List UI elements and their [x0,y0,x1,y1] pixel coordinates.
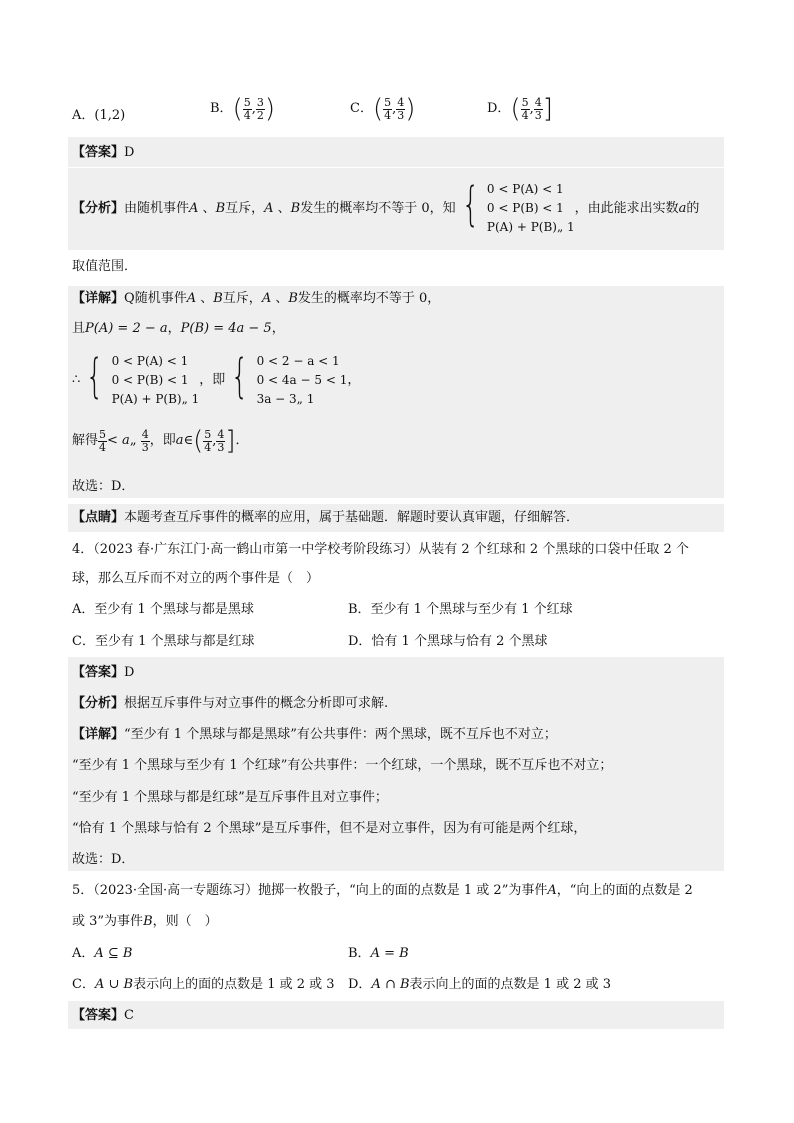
analysis-line: 【分析】由随机事件A 、B互斥，A 、B发生的概率均不等于 0，知 { 0 < P(A) < 1 0 < P(B) < 1 P(A) + P(B)„ 1 ，由此能求出实数a的 [72,177,700,234]
q4-stem-1: 4．（2023 春·广东江门·高一鹤山市第一中学校考阶段练习）从装有 2 个红球和 2 个黑球的口袋中任取 2 个 [72,542,689,557]
analysis-line-2: 取值范围． [72,259,138,274]
q5-answer: 【答案】C [72,1008,134,1023]
comment-line: 【点睛】本题考查互斥事件的概率的应用，属于基础题．解题时要认真审题，仔细解答． [72,510,580,525]
q4-detail-4: “恰有 1 个黑球与恰有 2 个黑球”是互斥事件，但不是对立事件，因为有可能是两个红球， [72,821,587,836]
q4-detail-3: “至少有 1 个黑球与都是红球”是互斥事件且对立事件； [72,790,388,805]
q4-choose: 故选：D． [72,852,135,867]
option-a: A．(1,2) [72,108,126,123]
option-c: C．( $\frac{5}{4}$ , $\frac{4}{3}$ ) [350,94,416,124]
answer-line: 【答案】D [72,145,135,160]
q5-stem-1: 5．（2023·全国·高一专题练习）抛掷一枚骰子，“向上的面的点数是 1 或 2”为事件A，“向上的面的点数是 2 [72,883,693,898]
q5-option-a: A．A ⊆ B [72,946,133,961]
q4-stem-2: 球，那么互斥而不对立的两个事件是（ ） [72,571,320,586]
detail-choose: 故选：D． [72,479,135,494]
q4-option-c: C．至少有 1 个黑球与都是红球 [72,634,255,649]
q4-analysis: 【分析】根据互斥事件与对立事件的概念分析即可求解. [72,696,389,711]
q4-option-b: B．至少有 1 个黑球与至少有 1 个红球 [348,602,573,617]
q4-detail-1: 【详解】“至少有 1 个黑球与都是黑球”有公共事件：两个黑球，既不互斥也不对立； [72,727,557,742]
detail-line-1: 【详解】Q随机事件A 、B互斥，A 、B发生的概率均不等于 0， [72,291,441,306]
q5-option-c: C．A ∪ B表示向上的面的点数是 1 或 2 或 3 [72,977,335,992]
detail-systems: ∴ { 0 < P(A) < 1 0 < P(B) < 1 P(A) + P(B)„ 1 ，即 { 0 < 2 − a < 1 0 < 4a − 5 < 1 3a − 3„ 1 ， [72,349,361,406]
q5-option-b: B．A = B [348,946,409,961]
detail-line-2: 且P(A) = 2 − a，P(B) = 4a − 5， [72,321,285,336]
detail-solve: 解得 $\frac{5}{4}$ < a„ $\frac{4}{3}$ ，即a∈( $\frac{5}{4}$ , $\frac{4}{3}$ ]． [72,426,249,456]
q4-option-d: D．恰有 1 个黑球与恰有 2 个黑球 [348,634,548,649]
option-d: D．( $\frac{5}{4}$ , $\frac{4}{3}$ ] [487,94,553,124]
q5-stem-2: 或 3”为事件B，则（ ） [72,914,218,929]
q4-detail-2: “至少有 1 个黑球与至少有 1 个红球”有公共事件：一个红球，一个黑球，既不互斥也不对立； [72,758,613,773]
answer-block-bg [68,137,724,167]
q4-option-a: A．至少有 1 个黑球与都是黑球 [72,602,254,617]
option-b: B．( $\frac{5}{4}$ , $\frac{3}{2}$ ) [210,94,276,124]
q5-answer-bg [68,1001,724,1029]
q4-answer: 【答案】D [72,665,135,680]
q5-option-d: D．A ∩ B表示向上的面的点数是 1 或 2 或 3 [348,977,612,992]
